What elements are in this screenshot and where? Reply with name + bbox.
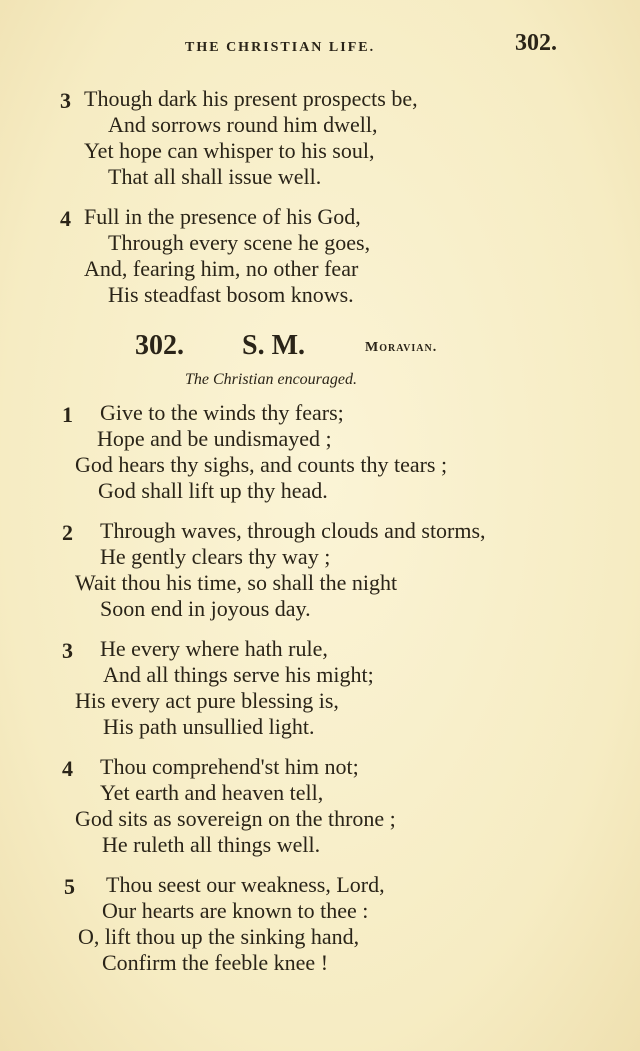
verse-number: 1 <box>62 402 73 427</box>
verse-line: His path unsullied light. <box>103 714 315 739</box>
verse-line: Though dark his present prospects be, <box>84 86 418 111</box>
verse-line: He ruleth all things well. <box>102 832 321 857</box>
verse-line: Our hearts are known to thee : <box>102 898 369 923</box>
verse-line: Thou seest our weakness, Lord, <box>106 872 385 897</box>
verse-number: 2 <box>62 520 73 545</box>
verse-line: Confirm the feeble knee ! <box>102 950 329 975</box>
verse-line: Soon end in joyous day. <box>100 596 311 621</box>
verse-line: O, lift thou up the sinking hand, <box>78 924 360 949</box>
verse-line: And sorrows round him dwell, <box>108 112 378 137</box>
verse-number: 4 <box>60 206 71 231</box>
hymn-number: 302. <box>135 330 184 361</box>
verse-line: Hope and be undismayed ; <box>97 426 332 451</box>
verse-line: His steadfast bosom knows. <box>108 282 354 307</box>
verse-line: That all shall issue well. <box>108 164 322 189</box>
verse-number: 3 <box>62 638 73 663</box>
verse-line: Give to the winds thy fears; <box>100 400 344 425</box>
verse-number: 3 <box>60 88 71 113</box>
verse-line: And all things serve his might; <box>103 662 374 687</box>
page-number: 302. <box>515 30 557 56</box>
verse-line: Yet hope can whisper to his soul, <box>84 138 375 163</box>
verse-number: 4 <box>62 756 73 781</box>
verse-line: Full in the presence of his God, <box>84 204 361 229</box>
verse-line: God hears thy sighs, and counts thy tears ; <box>75 452 448 477</box>
verse-line: He every where hath rule, <box>100 636 328 661</box>
running-head-title: THE CHRISTIAN LIFE. <box>185 40 376 55</box>
hymn-meter: S. M. <box>242 330 305 361</box>
verse-line: God shall lift up thy head. <box>98 478 328 503</box>
verse-line: His every act pure blessing is, <box>75 688 339 713</box>
verse-line: He gently clears thy way ; <box>100 544 331 569</box>
verse-line: Through waves, through clouds and storms, <box>100 518 486 543</box>
verse-number: 5 <box>64 874 75 899</box>
verse-line: Thou comprehend'st him not; <box>100 754 359 779</box>
verse-line: Wait thou his time, so shall the night <box>75 570 398 595</box>
verse-line: God sits as sovereign on the throne ; <box>75 806 396 831</box>
hymn-tune: Moravian. <box>365 340 438 355</box>
verse-line: Through every scene he goes, <box>108 230 371 255</box>
hymn-title: The Christian encouraged. <box>185 371 357 388</box>
verse-line: And, fearing him, no other fear <box>84 256 359 281</box>
verse-line: Yet earth and heaven tell, <box>100 780 324 805</box>
